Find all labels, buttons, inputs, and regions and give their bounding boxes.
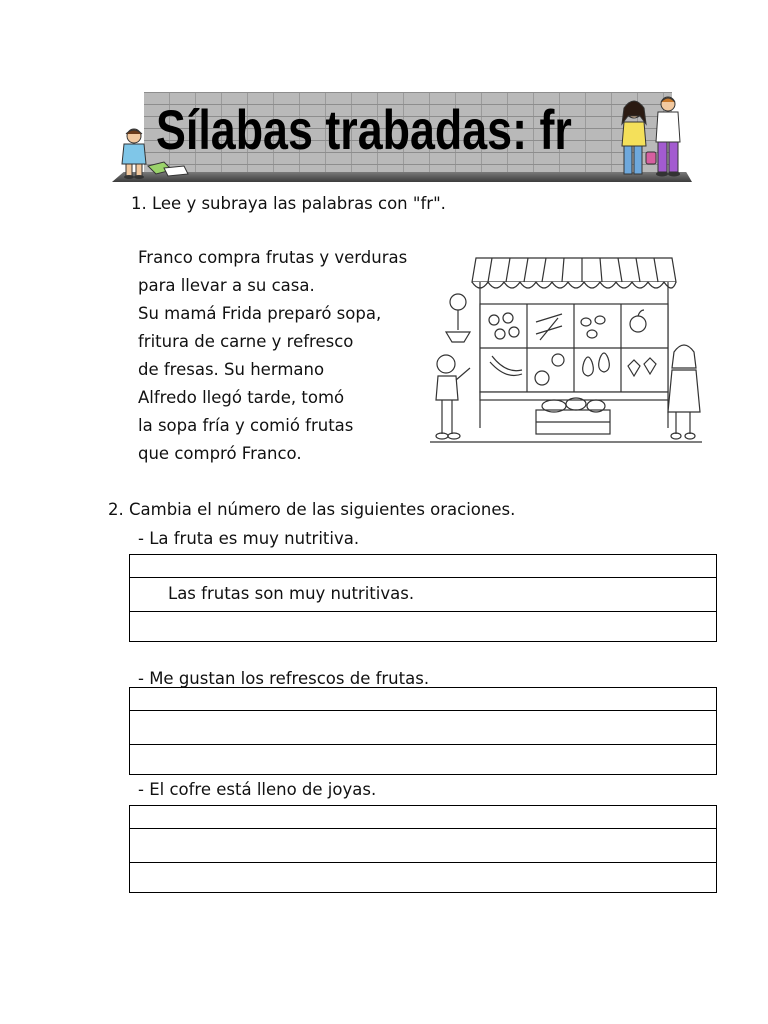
answer-line[interactable]: [130, 555, 716, 577]
story-line: para llevar a su casa.: [138, 276, 315, 295]
answer-line[interactable]: [130, 688, 716, 710]
exercise-2-instruction: 2. Cambia el número de las siguientes oraciones.: [108, 500, 516, 519]
story-line: fritura de carne y refresco: [138, 332, 354, 351]
fruit-market-illustration: [428, 252, 704, 448]
banner-floor: [112, 172, 692, 182]
sentence-prompt-1: - La fruta es muy nutritiva.: [138, 529, 360, 548]
answer-box-1[interactable]: [129, 554, 717, 642]
story-line: Alfredo llegó tarde, tomó: [138, 388, 345, 407]
two-children-illustration: [612, 94, 692, 180]
answer-text: Las frutas son muy nutritivas.: [168, 584, 415, 603]
story-line: Su mamá Frida preparó sopa,: [138, 304, 382, 323]
answer-line[interactable]: [130, 744, 716, 774]
answer-line[interactable]: [130, 611, 716, 641]
story-line: Franco compra frutas y verduras: [138, 248, 408, 267]
story-line: de fresas. Su hermano: [138, 360, 325, 379]
answer-box-3[interactable]: [129, 805, 717, 893]
reading-passage: [138, 244, 407, 468]
title-banner: [112, 88, 692, 184]
answer-line[interactable]: [130, 577, 716, 611]
answer-line[interactable]: [130, 862, 716, 892]
page-title: Sílabas trabadas: fr: [156, 98, 572, 161]
answer-line[interactable]: [130, 806, 716, 828]
story-line: la sopa fría y comió frutas: [138, 416, 354, 435]
sentence-prompt-2: - Me gustan los refrescos de frutas.: [138, 669, 430, 688]
sentence-prompt-3: - El cofre está lleno de joyas.: [138, 780, 377, 799]
exercise-1-instruction: 1. Lee y subraya las palabras con "fr".: [131, 194, 446, 213]
child-reading-illustration: [112, 126, 192, 180]
answer-box-2[interactable]: [129, 687, 717, 775]
story-line: que compró Franco.: [138, 444, 302, 463]
answer-line[interactable]: [130, 710, 716, 744]
answer-line[interactable]: [130, 828, 716, 862]
